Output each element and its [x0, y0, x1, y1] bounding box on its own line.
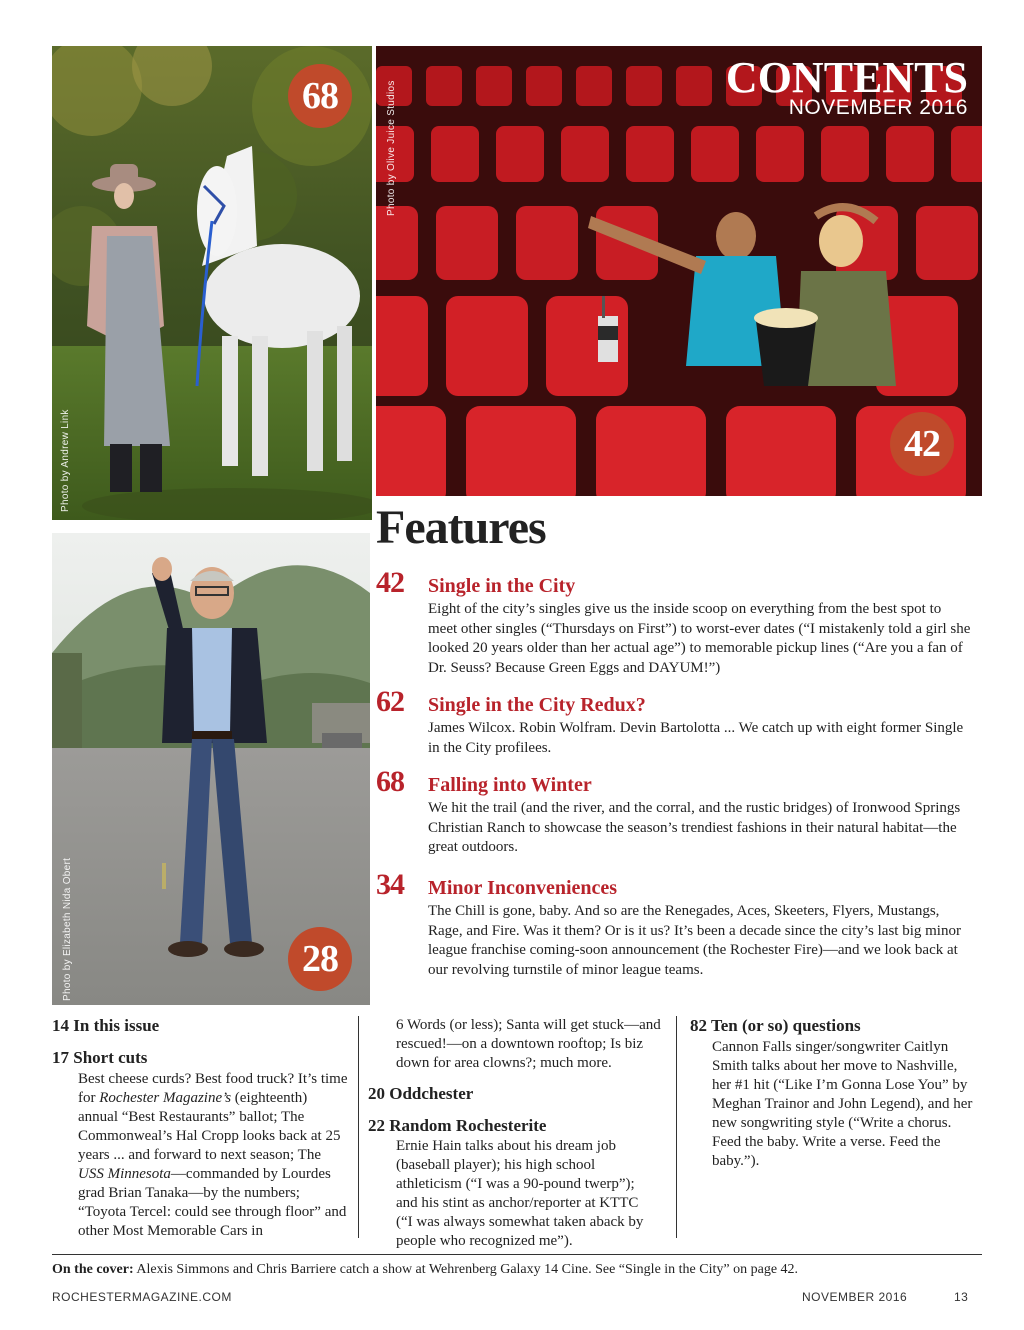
features-heading: Features: [376, 501, 546, 554]
horse-photo: [52, 46, 372, 520]
dept-title[interactable]: 82 Ten (or so) questions: [690, 1016, 861, 1035]
theater-photo-credit: Photo by Olive Juice Studios: [386, 80, 397, 216]
theater-photo: [376, 46, 982, 496]
cover-label: On the cover:: [52, 1262, 134, 1277]
theater-page-badge[interactable]: 42: [890, 412, 954, 476]
short-cuts-desc-italic2: USS Minnesota: [78, 1166, 171, 1182]
short-cuts-continued: 6 Words (or less); Santa will get stuck—and rescued!—on a downtown rooftop; Is biz down for area clowns?; much more.: [396, 1017, 661, 1071]
street-photo: [52, 533, 370, 1005]
horse-photo-credit: Photo by Andrew Link: [60, 409, 71, 512]
dept-title[interactable]: 22 Random Rochesterite: [368, 1116, 547, 1135]
dept-title[interactable]: 17 Short cuts: [52, 1048, 148, 1067]
feature-page-number: 68: [376, 765, 404, 798]
dept-description: Cannon Falls singer/songwriter Caitlyn Smith talks about her move to Nashville, her #1 hit (“Like I’m Gonna Lose You” by Meghan Trainor and John Legend), and her new songwriting style (“Write a chorus. Feed the baby. Write a verse. Feed the baby.”).: [712, 1039, 973, 1169]
dept-oddchester[interactable]: [368, 1084, 664, 1104]
horse-page-badge[interactable]: 68: [288, 64, 352, 128]
short-cuts-desc-part2: (eighteenth) annual “Best Restaurants” ballot; The Commonweal’s Hal Cropp looks back at 25 years ... and forward to next season; The: [78, 1090, 341, 1163]
short-cuts-desc-italic1: Rochester Magazine’s: [99, 1090, 232, 1106]
cover-line: [52, 1262, 798, 1278]
footer-website[interactable]: ROCHESTERMAGAZINE.COM: [52, 1290, 232, 1304]
dept-description: [78, 1070, 348, 1241]
street-photo-credit: Photo by Elizabeth Nida Obert: [62, 857, 73, 1001]
column-divider-1: [358, 1016, 359, 1238]
cover-text: Alexis Simmons and Chris Barriere catch a show at Wehrenberg Galaxy 14 Cine. See “Single in the City” on page 42.: [133, 1262, 799, 1277]
street-page-badge[interactable]: 28: [288, 927, 352, 991]
cover-divider: [52, 1254, 982, 1255]
dept-title[interactable]: 20 Oddchester: [368, 1084, 474, 1103]
dept-description: Ernie Hain talks about his dream job (baseball player); his high school athleticism (“I was a 90-pound twerp”); and his stint as anchor/reporter at KTTC (“I was always somewhat taken aback by people who recognized me”).: [396, 1138, 644, 1249]
footer-month: NOVEMBER 2016: [802, 1290, 908, 1304]
dept-title[interactable]: 14 In this issue: [52, 1016, 160, 1035]
feature-page-number: 34: [376, 868, 404, 901]
feature-description: James Wilcox. Robin Wolfram. Devin Bartolotta ... We catch up with eight former Single in the City profilees.: [428, 720, 964, 756]
feature-description: We hit the trail (and the river, and the corral, and the rustic bridges) of Ironwood Springs Christian Ranch to showcase the season’s trendiest fashions in their natural habitat—the great outdoors.: [428, 800, 961, 855]
dept-ten-questions[interactable]: [690, 1016, 980, 1171]
contents-date: NOVEMBER 2016: [788, 96, 968, 119]
footer-page-number: 13: [954, 1290, 969, 1304]
contents-title: CONTENTS: [725, 53, 968, 102]
feature-description: The Chill is gone, baby. And so are the Renegades, Aces, Skeeters, Flyers, Mustangs, Rage, and Fire. Was it them? Or is it us? It’s been a decade since the city’s last big minor league franchise coming-soon announcement (the Rochester Fire)—and we look back at our revolving turnstile of minor league teams.: [428, 903, 961, 978]
feature-single-in-the-city[interactable]: [376, 566, 972, 678]
feature-title[interactable]: Minor Inconveniences: [428, 877, 618, 899]
dept-in-this-issue[interactable]: [52, 1016, 348, 1036]
feature-page-number: 42: [376, 566, 404, 599]
short-cuts-desc-part3: —commanded by Lourdes grad Brian Tanaka—by the numbers; “Toyota Tercel: could see through floor” and other Most Memorable Cars in: [78, 1166, 347, 1239]
dept-random-rochesterite[interactable]: [368, 1116, 664, 1251]
feature-title[interactable]: Single in the City Redux?: [428, 694, 646, 716]
dept-short-cuts[interactable]: [52, 1048, 348, 1241]
feature-page-number: 62: [376, 685, 404, 718]
column-divider-2: [676, 1016, 677, 1238]
feature-minor-inconveniences[interactable]: [376, 868, 972, 980]
feature-title[interactable]: Falling into Winter: [428, 774, 592, 796]
feature-title[interactable]: Single in the City: [428, 575, 576, 597]
feature-description: Eight of the city’s singles give us the inside scoop on everything from the best spot to meet other singles (“Thursdays on First”) to worst-ever dates (“I mistakenly told a girl she looked 20 years older than her actual age”) to memorable pickup lines (“Are you a fan of Dr. Seuss? Because Green Eggs and DAYUM!”): [428, 601, 971, 676]
feature-falling-into-winter[interactable]: [376, 765, 972, 858]
short-cuts-desc-part1: Best cheese curds? Best food truck? It’s time for: [78, 1071, 348, 1106]
feature-single-in-the-city-redux[interactable]: [376, 685, 972, 758]
